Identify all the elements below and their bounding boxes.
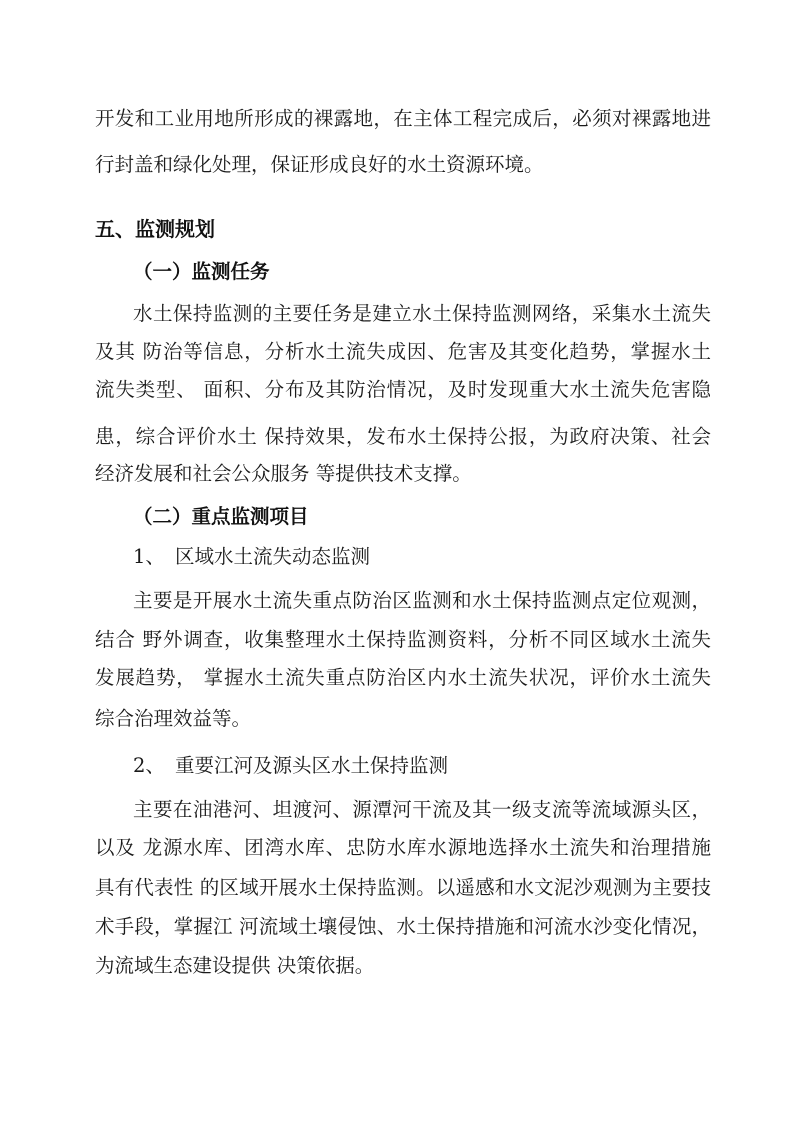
paragraph-line: 开发和工业用地所形成的裸露地，在主体工程完成后，必须对裸露地进 [95,107,711,130]
paragraph-line: 发展趋势， 掌握水土流失重点防治区内水土流失状况，评价水土流失 [95,666,711,689]
paragraph-line: 具有代表性 的区域开展水土保持监测。以遥感和水文泥沙观测为主要技 [95,876,711,899]
list-item-title: 区域水土流失动态监测 [175,545,371,568]
list-item-number: 2、 [133,754,165,777]
paragraph-line: 结合 野外调查，收集整理水土保持监测资料，分析不同区域水土流失 [95,628,711,651]
list-item-number: 1、 [133,545,165,568]
list-item-heading [133,754,448,778]
list-item-title: 重要江河及源头区水土保持监测 [175,754,449,777]
section-heading: 五、监测规划 [95,217,215,241]
list-item-heading [133,545,370,569]
paragraph-line: 患，综合评价水土 保持效果，发布水土保持公报，为政府决策、社会 [95,425,711,448]
paragraph-line: 行封盖和绿化处理，保证形成良好的水土资源环境。 [95,153,544,176]
paragraph-line: 术手段，掌握江 河流域土壤侵蚀、水土保持措施和河流水沙变化情况， [95,915,711,938]
paragraph-line: 及其 防治等信息，分析水土流失成因、危害及其变化趋势，掌握水土 [95,340,711,363]
paragraph-line: 以及 龙源水库、团湾水库、忠防水库水源地选择水土流失和治理措施 [95,836,711,859]
subsection-heading: （一）监测任务 [133,260,270,283]
paragraph-line: 流失类型、 面积、分布及其防治情况，及时发现重大水土流失危害隐 [95,378,711,401]
paragraph-line: 主要在油港河、坦渡河、源潭河干流及其一级支流等流域源头区， [133,798,711,821]
subsection-heading: （二）重点监测项目 [133,505,309,528]
paragraph-line: 综合治理效益等。 [95,707,252,730]
paragraph-line: 主要是开展水土流失重点防治区监测和水土保持监测点定位观测， [133,589,711,612]
paragraph-line: 水土保持监测的主要任务是建立水土保持监测网络，采集水土流失 [133,302,711,325]
paragraph-line: 为流域生态建设提供 决策依据。 [95,954,375,977]
paragraph-line: 经济发展和社会公众服务 等提供技术支撑。 [95,462,472,485]
